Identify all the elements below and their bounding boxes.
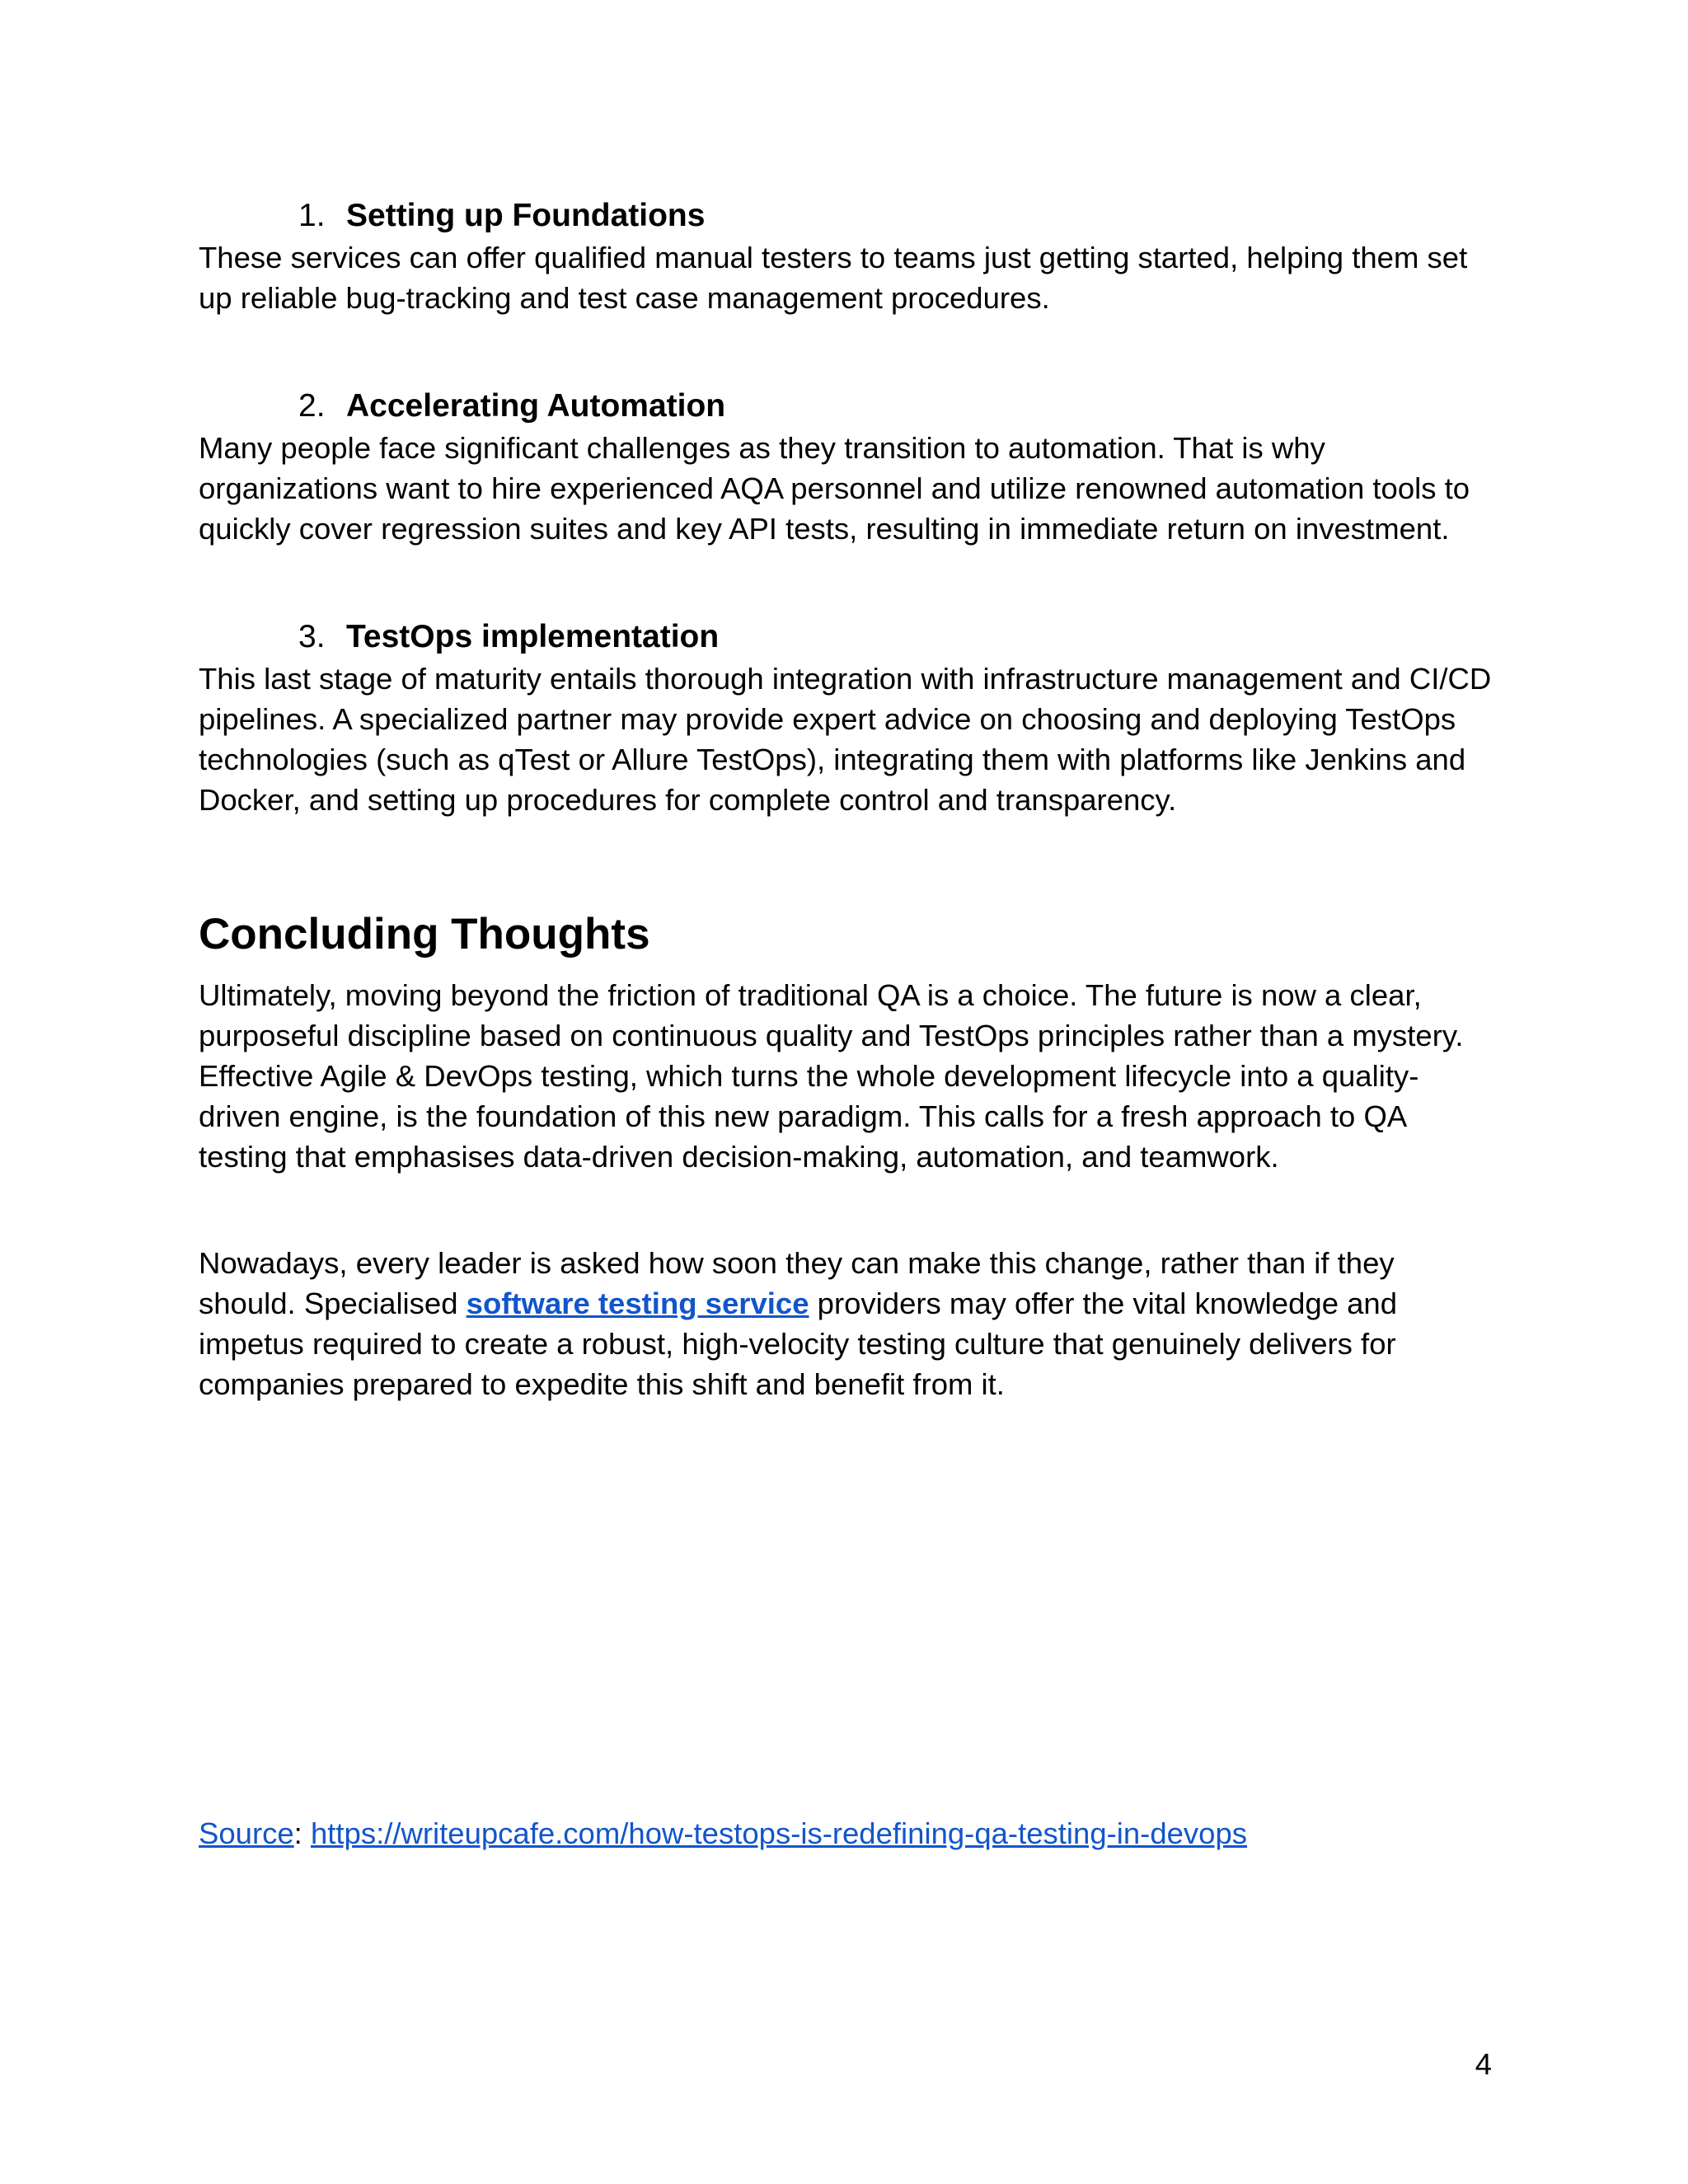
list-item-number: 1. (298, 198, 326, 233)
list-item-heading (199, 616, 1493, 658)
paragraph-text: Nowadays, every leader is asked how soon they can make this change, rather than if they should. Specialised (199, 1246, 1395, 1320)
list-section-2 (199, 385, 1493, 549)
list-item-title: Setting up Foundations (346, 198, 706, 233)
source-url-link[interactable]: https://writeupcafe.com/how-testops-is-redefining-qa-testing-in-devops (310, 1816, 1248, 1850)
list-item-body: This last stage of maturity entails thorough integration with infrastructure management and CI/CD pipelines. A specialized partner may provide expert advice on choosing and deploying TestOps technologies (such as qTest or Allure TestOps), integrating them with platforms like Jenkins and Docker, and setting up procedures for complete control and transparency. (199, 662, 1492, 817)
conclusion-section (199, 906, 1493, 1404)
list-item-body: These services can offer qualified manual testers to teams just getting started, helping them set up reliable bug-tracking and test case management procedures. (199, 241, 1468, 315)
list-item-number: 2. (298, 388, 326, 424)
list-section-1 (199, 194, 1493, 318)
list-item-heading (199, 385, 1493, 428)
source-label-link[interactable]: Source (199, 1816, 294, 1850)
conclusion-paragraph-2 (199, 1243, 1493, 1404)
list-item-heading (199, 194, 1493, 237)
list-section-3 (199, 616, 1493, 820)
source-line (199, 1813, 1247, 1854)
list-item-number: 3. (298, 619, 326, 654)
list-item-title: Accelerating Automation (346, 388, 726, 424)
page-number: 4 (1475, 2047, 1492, 2081)
page-content (199, 194, 1493, 1404)
list-item-body: Many people face significant challenges as they transition to automation. That is why organizations want to hire experienced AQA personnel and utilize renowned automation tools to quickly cover regression suites and key API tests, resulting in immediate return on investment. (199, 431, 1470, 546)
list-item-title: TestOps implementation (346, 619, 720, 654)
paragraph-text: providers may offer the vital knowledge and impetus required to create a robust, high-velocity testing culture that genuinely delivers for companies prepared to expedite this shift and benefit from it. (199, 1286, 1398, 1401)
source-separator: : (293, 1816, 311, 1850)
conclusion-paragraph-1: Ultimately, moving beyond the friction of traditional QA is a choice. The future is now a clear, purposeful discipline based on continuous quality and TestOps principles rather than a mystery. Effective Agile & DevOps testing, which turns the whole development lifecycle into a quality-driven engine, is the foundation of this new paradigm. This calls for a fresh approach to QA testing that emphasises data-driven decision-making, automation, and teamwork. (199, 978, 1464, 1174)
software-testing-service-link[interactable]: software testing service (466, 1286, 809, 1320)
section-heading: Concluding Thoughts (199, 910, 650, 958)
